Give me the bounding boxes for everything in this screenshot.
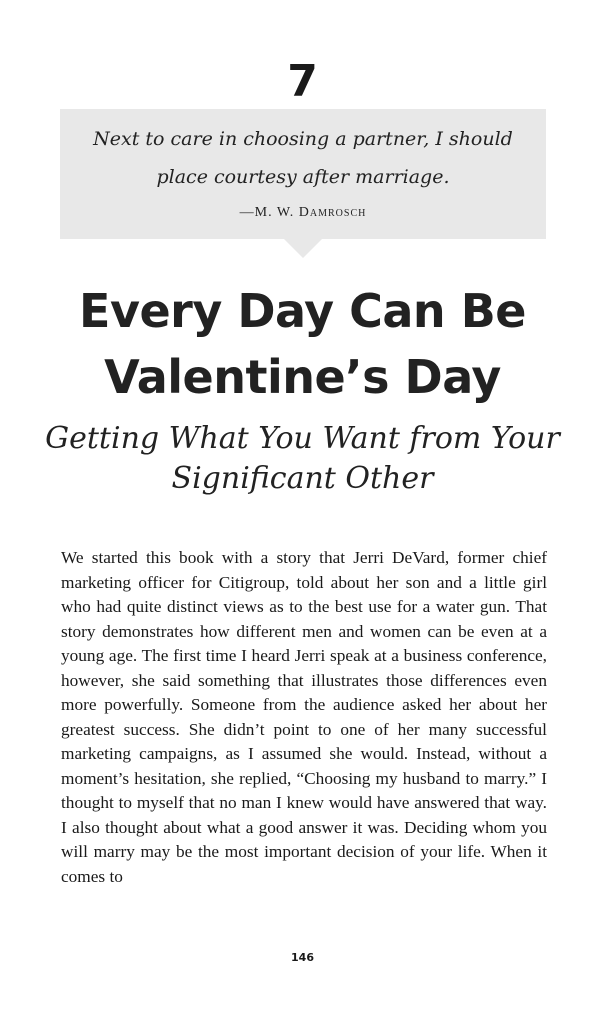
body-paragraph: We started this book with a story that Jerri DeVard, former chief marketing officer for Citigroup, told about her son and a little girl who had quite distinct views as to the best use for a water gun. That story demonstrates how different men and women can be even at a young age. The first time I heard Jerri speak at a business conference, however, she said something that illustrates those differences even more powerfully. Someone from the audience asked her about her greatest success. She didn’t point to one of her many successful marketing campaigns, as I assumed she would. Instead, without a moment’s hesitation, she replied, “Choosing my husband to marry.” I thought to myself that no man I knew would have answered that way. I also thought about what a good answer it was. Deciding whom you will marry may be the most important decision of your life. When it comes to <box>61 548 547 886</box>
page-number: 146 <box>291 951 314 964</box>
chapter-title: Every Day Can Be Valentine’s Day <box>79 284 526 404</box>
chapter-number: 7 <box>287 56 318 107</box>
chapter-subtitle: Getting What You Want from Your Significant Other <box>45 421 560 496</box>
epigraph-quote: Next to care in choosing a partner, I should place courtesy after marriage. <box>93 128 513 188</box>
epigraph-pointer <box>284 239 322 258</box>
epigraph-attribution: —M. W. Damrosch <box>239 205 367 220</box>
